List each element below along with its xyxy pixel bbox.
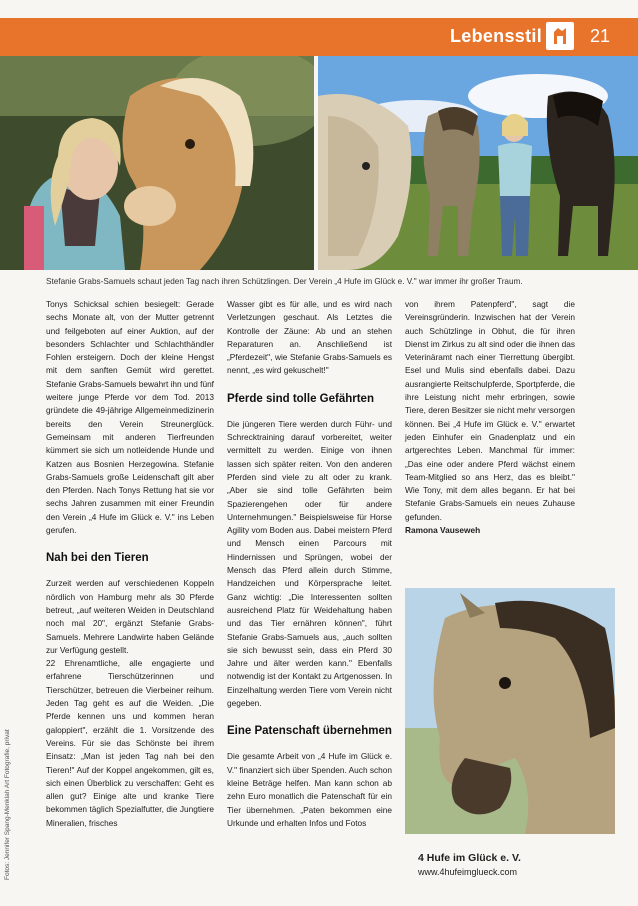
photo-dun-horse-portrait: [405, 588, 615, 834]
author-name: Ramona Vauseweh: [405, 525, 481, 536]
paragraph: 22 Ehrenamtliche, alle engagierte und erfahrene Tierschützerinnen und Tierschützer, betreuen die Vierbeiner reihum. Jeden Tag geht es auf die Weiden. „Die Pferde kennen uns und kommen heran galoppiert", erzählt die 1. Vorsitzende des Vereins. Für sie das Schönste bei ihrem Einsatz: „Man ist jeden Tag nah bei den Tieren!" Auf der Koppel angekommen, gilt es, sich einen Überblick zu verschaffen: Geht es allen gut? Einige alte und kranke Tiere bekommen täglich Spezialfutter, die Jungtiere Mineralien, frisches: [46, 658, 214, 828]
article-column-1: [46, 298, 214, 830]
paragraph: Wasser gibt es für alle, und es wird nach Verletzungen geschaut. Als Letztes die Kontrolle der Zäune: Ab und an stehen Reparaturen an. Anschließend ist „Pferdezeit", wie Stefanie Grabs-Samuels es nennt, „es wird gekuschelt!": [227, 299, 392, 376]
photo-caption: Stefanie Grabs-Samuels schaut jeden Tag nach ihren Schützlingen. Der Verein „4 Hufe im Glück e. V." war immer ihr großer Traum.: [46, 277, 523, 286]
horse-logo-icon: [546, 22, 574, 50]
subheading-patenschaft: Eine Patenschaft übernehmen: [227, 725, 392, 738]
paragraph: Die jüngeren Tiere werden durch Führ- und Schrecktraining darauf vorbereitet, weiter vermittelt zu werden. Einige von ihnen lassen sich später reiten. Von den anderen Pferden sind viele zu alt oder zu krank. „Aber sie sind tolle Gefährten beim Spazierengehen oder für andere Unternehmungen." Beispielsweise für Horse Agility vom Boden aus. Dabei meistern Pferd und Mensch einen Parcours mit Hindernissen und Sprüngen, wobei der Mensch das Pferd allein durch Stimme, Handzeichen und Körpersprache leitet. Ganz wichtig: „Die Interessenten sollten ausreichend Platz für Weidehaltung haben und das Tier ernähren können", führt Stefanie Grabs-Samuels aus, „auch sollten sie sich bewusst sein, dass ein Pferd 30 Jahre und älter werden kann." Ebenfalls notwendig ist der Kontakt zu Artgenossen. In Einzelhaltung werden Tiere vom Verein nicht gegeben.: [227, 418, 392, 709]
section-title: Lebensstil: [449, 26, 542, 46]
paragraph: Die gesamte Arbeit von „4 Hufe im Glück e. V." finanziert sich über Spenden. Auch schon kleine Beträge helfen. Man kann schon ab zehn Euro monatlich die Patenschaft für ein Tier übernehmen. „Paten bekommen eine Urkunde und erhalten Infos und Fotos: [227, 751, 392, 828]
photo-horses-field: [318, 56, 638, 270]
paragraph: Tonys Schicksal schien besiegelt: Gerade sechs Monate alt, von der Mutter getrennt und feilgeboten auf einer Auktion, auf der besonders Schlachter und Schlachthändler Fohlen ersteigern. Doch der kleine Hengst mit dem sanften Gemüt wird gerettet. Stefanie Grabs-Samuels bewahrt ihn und fünf weitere junge Pferde vor dem Tod. 2013 gründete die 49-jährige Allgemeinmedizinerin bereits den Verein Streunerglück. Gemeinsam mit anderen Tierfreunden kümmert sie sich um notleidende Hunde und Katzen aus Bosnien Herzegowina. Stefanie Grabs-Samuels große Leidenschaft gilt aber den Pferden. Nach Tonys Rettung hat sie vor sechs Jahren zusammen mit einer Freundin den Verein „4 Hufe im Glück e. V." ins Leben gerufen.: [46, 299, 214, 536]
organisation-name: 4 Hufe im Glück e. V.: [418, 852, 521, 864]
article-column-2: [227, 298, 392, 830]
article-column-3: [405, 298, 575, 537]
subheading-nah-bei-den-tieren: Nah bei den Tieren: [46, 552, 149, 565]
photo-woman-with-pony: [0, 56, 314, 270]
subheading-pferde-gefaehrten: Pferde sind tolle Gefährten: [227, 392, 374, 405]
page-number: 21: [590, 26, 611, 46]
photo-credit: Fotos: Jennifer Spang-Menklah Art Fotografie, privat: [4, 729, 11, 880]
section-header-bar: [0, 18, 638, 56]
organisation-url[interactable]: www.4hufeimglueck.com: [418, 867, 518, 877]
paragraph: Zurzeit werden auf verschiedenen Koppeln nördlich von Hamburg mehr als 30 Pferde betreut, „auf weiteren Weiden in Deutschland noch mal 20", ergänzt Stefanie Grabs-Samuels. Mehrere Landwirte haben Gelände zur Verfügung gestellt.: [46, 578, 214, 655]
paragraph: von ihrem Patenpferd", sagt die Vereinsgründerin. Inzwischen hat der Verein auch Schützlinge in Obhut, die für ihren Dienst im Zirkus zu alt sind oder die ihnen das Veterinäramt nach einer Tierrettung übergibt. Esel und Mulis sind ebenfalls dabei. Dazu ausrangierte Reitschulpferde, Sportpferde, die ihre Leistung nicht mehr erbringen, sowie Tiere, deren Besitzer sie nicht mehr versorgen können. Bei „4 Hufe im Glück e. V." erwartet jeden Einhufer ein Gnadenplatz und ein artgerechtes Leben. Manchmal für immer: „Das eine oder andere Pferd wächst einem Team-Mitglied so ans Herz, das es bleibt." Wie Tony, mit dem alles begann. Er hat bei Stefanie Grabs-Samuels ein neues Zuhause gefunden.: [405, 299, 575, 522]
